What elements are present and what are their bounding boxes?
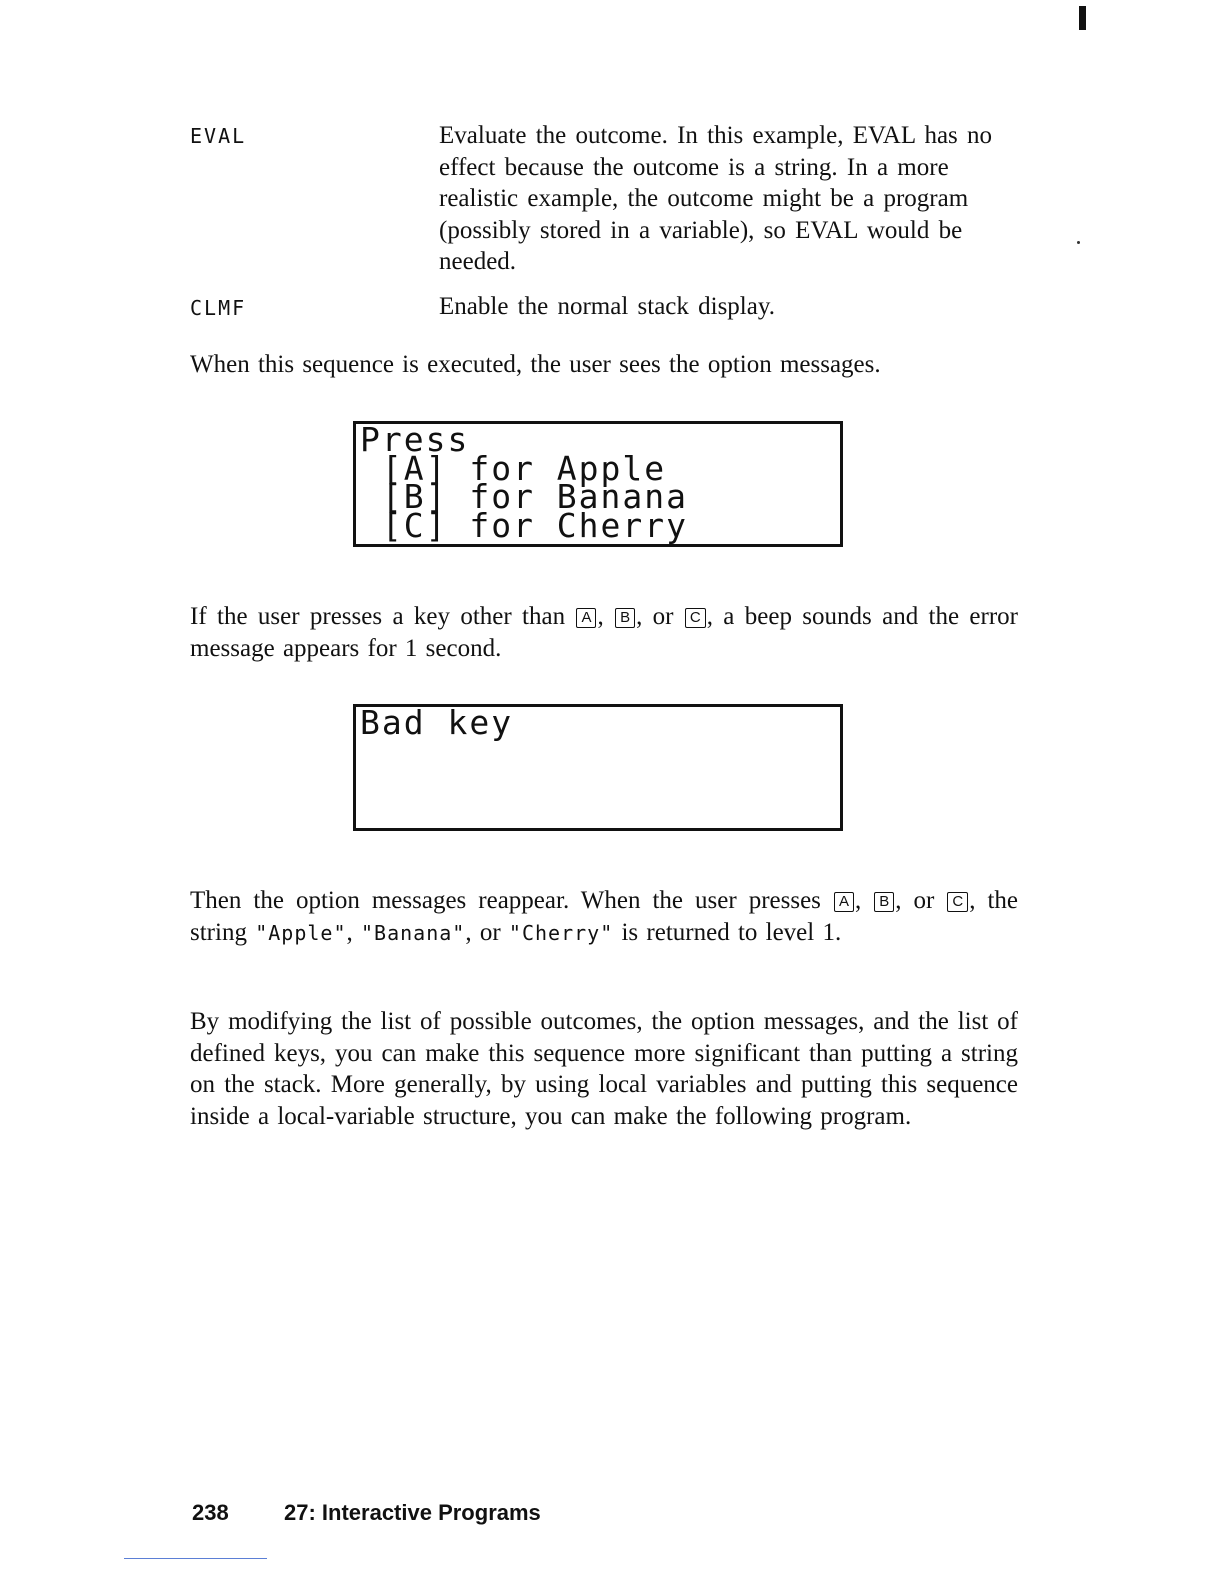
- key-a: A: [834, 892, 854, 912]
- lcd-line: [B] for Banana: [360, 477, 689, 516]
- key-c: C: [947, 892, 968, 912]
- footer-rule: [124, 1558, 267, 1559]
- command-clmf: CLMF: [190, 296, 247, 320]
- paragraph-option-messages: When this sequence is executed, the user sees the option messages.: [190, 351, 881, 378]
- paragraph-modifying: By modifying the list of possible outcomes, the option messages, and the list of defined keys, you can make this sequence more significant than putting a string on the stack. More generally, by using local variables and putting this sequence inside a local-variable structure, you can make the following program.: [190, 1008, 1018, 1130]
- string-banana: "Banana": [361, 920, 466, 945]
- command-clmf-description: Enable the normal stack display.: [439, 293, 775, 320]
- lcd-line: Bad key: [360, 703, 514, 742]
- string-cherry: "Cherry": [508, 920, 614, 945]
- command-eval: EVAL: [190, 124, 247, 148]
- paragraph-bad-key: If the user presses a key other than A , B , or C , a beep sounds and the error message appears for 1 second.: [190, 603, 1018, 662]
- key-b: B: [615, 608, 635, 628]
- lcd-line: [C] for Cherry: [360, 505, 689, 545]
- scan-speck: [1077, 241, 1080, 244]
- lcd-line: Press: [360, 420, 470, 459]
- command-eval-description: Evaluate the outcome. In this example, EVAL has no effect because the outcome is a string. In a more realistic example, the outcome might be a program (possibly stored in a variable), so EVAL would be needed.: [439, 122, 993, 275]
- key-b: B: [874, 892, 894, 912]
- paragraph-reappear: Then the option messages reappear. When the user presses A , B , or C , the string "Apple", "Banana", or "Cherry" is returned to level 1.: [190, 887, 1019, 946]
- key-a: A: [576, 608, 596, 628]
- lcd-error-display: [353, 704, 843, 831]
- key-c: C: [685, 608, 706, 628]
- lcd-options-display: [353, 421, 843, 547]
- chapter-title: 27: Interactive Programs: [284, 1500, 541, 1525]
- page-number: 238: [192, 1500, 229, 1525]
- lcd-line: [A] for Apple: [360, 448, 667, 488]
- string-apple: "Apple": [255, 920, 347, 945]
- page-corner-mark: [1079, 6, 1086, 30]
